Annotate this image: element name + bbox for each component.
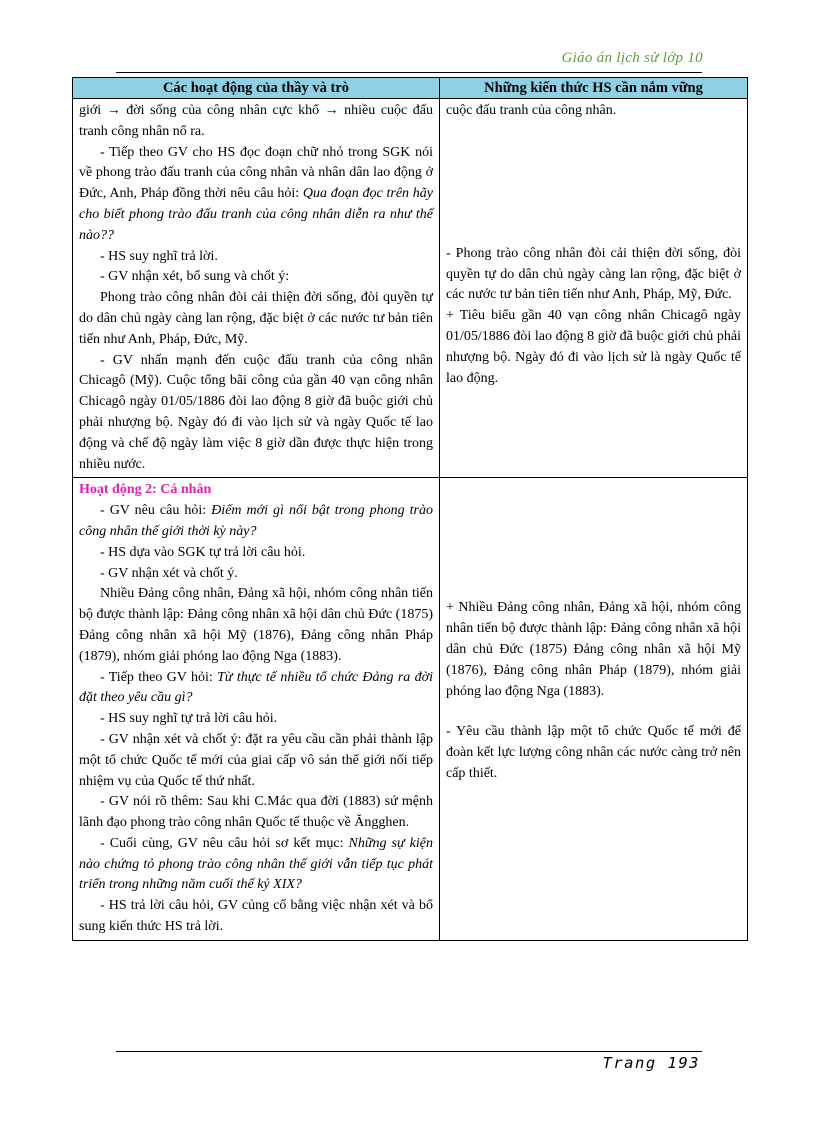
paragraph: - GV nhận xét và chốt ý: đặt ra yêu cầu cần phải thành lập một tổ chức Quốc tế mới của giai cấp vô sản thế giới nối tiếp nhiệm vụ của Quốc tế thứ nhất. (79, 731, 433, 789)
paragraph: + Tiêu biểu gần 40 vạn công nhân Chicagô ngày 01/05/1886 đòi lao động 8 giờ đã buộc giới chủ phải nhượng bộ. Ngày đó đi vào lịch sử là ngày Quốc tế lao động. (446, 308, 741, 386)
table-row (73, 478, 748, 941)
table-header-row (73, 78, 748, 99)
paragraph: - HS suy nghĩ trả lời. (100, 248, 218, 264)
text-span: - Tiếp theo GV cho HS đọc đoạn chữ nhỏ trong SGK nói về phong trào đấu tranh của công nhân và nhân dân lao động ở Đức, Anh, Pháp đồng thời nêu câu hỏi: (79, 144, 433, 202)
paragraph: Nhiều Đảng công nhân, Đảng xã hội, nhóm công nhân tiến bộ được thành lập: Đảng công nhân xã hội dân chủ Đức (1875) Đảng công nhân xã hội Mỹ (1876), Đảng công nhân Pháp (1879), nhóm giải phóng lao động Nga (1883). (79, 586, 433, 664)
paragraph: - GV nói rõ thêm: Sau khi C.Mác qua đời (1883) sứ mệnh lãnh đạo phong trào công nhân Quốc tế thuộc về Ăngghen. (79, 794, 433, 831)
document-header-title: Giáo án lịch sử lớp 10 (561, 50, 703, 66)
paragraph: - GV nhấn mạnh đến cuộc đấu tranh của công nhân Chicagô (Mỹ). Cuộc tổng bãi công của gần 40 vạn công nhân Chicagô ngày 01/05/1886 đòi lao động 8 giờ đã buộc giới chủ phải nhượng bộ. Ngày đó đi vào lịch sử và ngày Quốc tế lao động và chế độ ngày làm việc 8 giờ dần được thực hiện trong nhiều nước. (79, 352, 433, 472)
page-number: Trang 193 (602, 1054, 700, 1072)
question-text: Những sự kiện nào chứng tỏ phong trào công nhân thế giới vẫn tiếp tục phát triển trong những năm cuối thế kỷ XIX? (79, 835, 433, 893)
lesson-table (72, 77, 748, 941)
text-span: - Tiếp theo GV hỏi: (100, 669, 218, 685)
column-header-knowledge: Những kiến thức HS cần nắm vững (440, 78, 748, 99)
spacer (446, 122, 741, 244)
paragraph: giới → đời sống của công nhân cực khổ → nhiều cuộc đấu tranh công nhân nổ ra. (79, 103, 433, 139)
paragraph: - Yêu cầu thành lập một tổ chức Quốc tế mới để đoàn kết lực lượng công nhân các nước càng trở nên cấp thiết. (446, 724, 741, 781)
spacer (446, 702, 741, 722)
question-text: Qua đoạn đọc trên hãy cho biết phong trào đấu tranh của công nhân diễn ra như thế nào?? (79, 186, 433, 243)
activities-cell (73, 99, 440, 478)
header-divider (116, 72, 702, 73)
footer-divider (116, 1051, 702, 1052)
paragraph: cuộc đấu tranh của công nhân. (446, 103, 617, 118)
paragraph (79, 668, 433, 710)
paragraph (79, 143, 433, 247)
paragraph (79, 834, 433, 896)
paragraph: - GV nhận xét, bổ sung và chốt ý: (100, 269, 290, 285)
table-row (73, 99, 748, 478)
question-text: Điểm mới gì nổi bật trong phong trào công nhân thế giới thời kỳ này? (79, 503, 433, 539)
text-span: - Cuối cùng, GV nêu câu hỏi sơ kết mục: (100, 835, 349, 851)
paragraph: - GV nhận xét và chốt ý. (100, 565, 238, 581)
spacer (446, 480, 741, 598)
paragraph: - HS trả lời câu hỏi, GV củng cố bằng việc nhận xét và bổ sung kiến thức HS trả lời. (79, 898, 433, 935)
activities-cell (73, 478, 440, 941)
paragraph (79, 501, 433, 543)
paragraph: Phong trào công nhân đòi cải thiện đời sống, đòi quyền tự do dân chủ ngày càng lan rộng, đặc biệt ở các nước tư bản tiên tiến như Anh, Pháp, Đức, Mỹ. (79, 290, 433, 347)
column-header-activities: Các hoạt động của thầy và trò (73, 78, 440, 99)
paragraph: + Nhiều Đảng công nhân, Đảng xã hội, nhóm công nhân tiến bộ được thành lập: Đảng công nhân xã hội dân chủ Đức (1875) Đảng công nhân xã hội Mỹ (1876), Đảng công nhân Pháp (1879), nhóm giải phóng lao động Nga (1883). (446, 600, 741, 699)
knowledge-cell (440, 478, 748, 941)
paragraph: - Phong trào công nhân đòi cải thiện đời sống, đòi quyền tự do dân chủ ngày càng lan rộng, đặc biệt ở các nước tư bản tiên tiến như Anh, Pháp, Mỹ, Đức. (446, 245, 741, 303)
knowledge-cell (440, 99, 748, 478)
paragraph: - HS suy nghĩ tự trả lời câu hỏi. (100, 711, 278, 727)
question-text: Từ thực tế nhiều tổ chức Đảng ra đời đặt theo yêu cầu gì? (79, 669, 433, 706)
paragraph: - HS dựa vào SGK tự trả lời câu hỏi. (100, 544, 306, 560)
text-span: - GV nêu câu hỏi: (100, 503, 212, 519)
section-heading: Hoạt động 2: Cá nhân (79, 482, 212, 498)
